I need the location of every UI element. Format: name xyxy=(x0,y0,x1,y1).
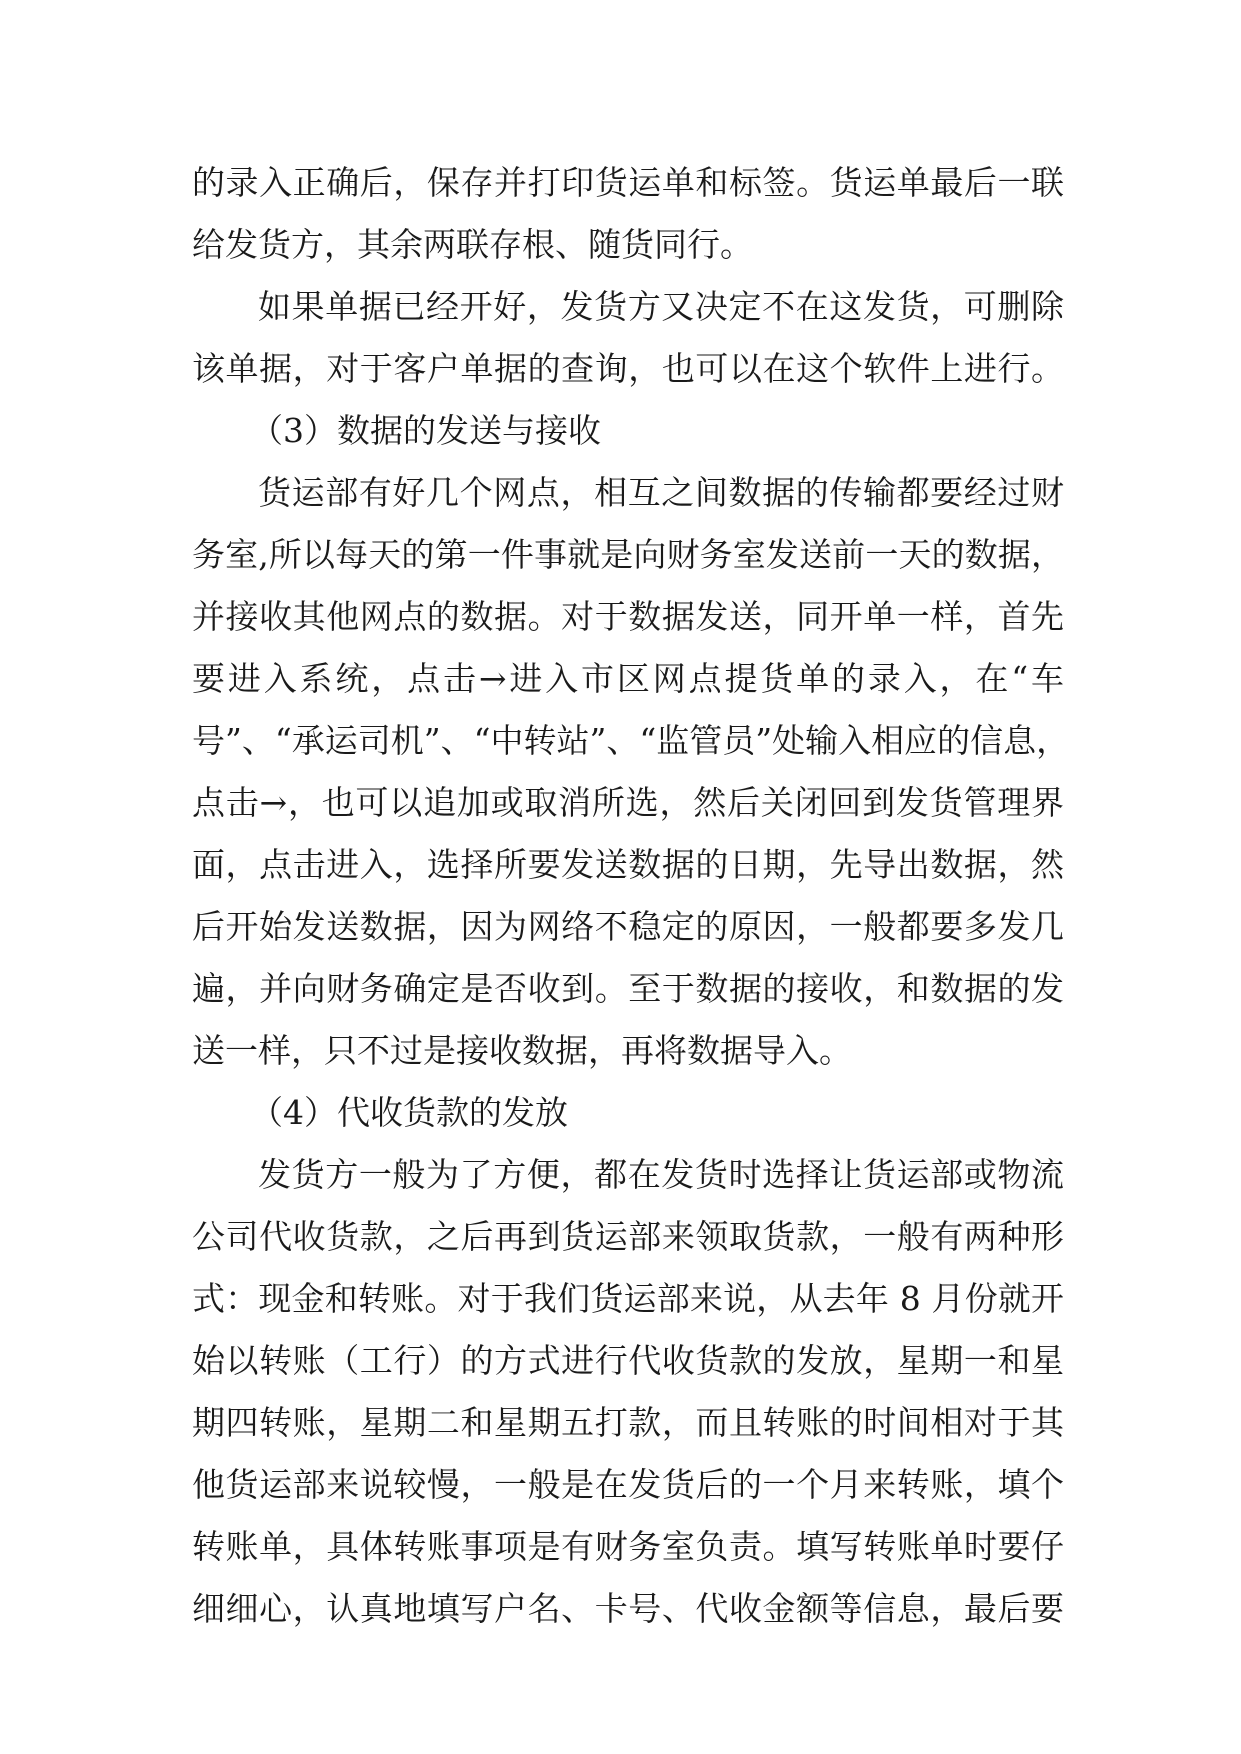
paragraph xyxy=(192,276,1064,400)
text-line: 给发货方，其余两联存根、随货同行。 xyxy=(192,225,753,264)
text-line: 送一样，只不过是接收数据，再将数据导入。 xyxy=(192,1031,852,1070)
text-line: 发货方一般为了方便，都在发货时选择让货运部或物流 xyxy=(258,1155,1064,1194)
text-line: 点击→，也可以追加或取消所选，然后关闭回到发货管理界 xyxy=(192,783,1064,822)
text-line: 始以转账（工行）的方式进行代收货款的发放，星期一和星 xyxy=(192,1341,1064,1380)
document-body xyxy=(192,152,1070,1640)
text-line: 他货运部来说较慢，一般是在发货后的一个月来转账，填个 xyxy=(192,1465,1064,1504)
paragraph xyxy=(192,1144,1064,1640)
text-line: 期四转账，星期二和星期五打款，而且转账的时间相对于其 xyxy=(192,1403,1064,1442)
text-line: 公司代收货款，之后再到货运部来领取货款，一般有两种形 xyxy=(192,1217,1064,1256)
text-line: 后开始发送数据，因为网络不稳定的原因，一般都要多发几 xyxy=(192,907,1064,946)
text-line: 货运部有好几个网点，相互之间数据的传输都要经过财 xyxy=(258,473,1064,512)
section-heading xyxy=(192,400,1064,462)
text-line: 如果单据已经开好，发货方又决定不在这发货，可删除 xyxy=(258,287,1064,326)
heading-text: （3）数据的发送与接收 xyxy=(250,411,601,450)
paragraph xyxy=(192,152,1064,276)
text-line: 该单据，对于客户单据的查询，也可以在这个软件上进行。 xyxy=(192,349,1064,388)
heading-text: （4）代收货款的发放 xyxy=(250,1093,568,1132)
text-line: 并接收其他网点的数据。对于数据发送，同开单一样，首先 xyxy=(192,597,1064,636)
text-line: 遍，并向财务确定是否收到。至于数据的接收，和数据的发 xyxy=(192,969,1064,1008)
text-line: 务室,所以每天的第一件事就是向财务室发送前一天的数据， xyxy=(192,535,1064,574)
text-line: 要进入系统，点击→进入市区网点提货单的录入，在“车 xyxy=(192,659,1064,698)
paragraph xyxy=(192,462,1070,1082)
section-heading xyxy=(192,1082,1064,1144)
text-line: 转账单，具体转账事项是有财务室负责。填写转账单时要仔 xyxy=(192,1527,1064,1566)
text-line: 号”、“承运司机”、“中转站”、“监管员”处输入相应的信息， xyxy=(192,721,1070,760)
text-line: 式：现金和转账。对于我们货运部来说，从去年 8 月份就开 xyxy=(192,1279,1064,1318)
text-line: 的录入正确后，保存并打印货运单和标签。货运单最后一联 xyxy=(192,163,1064,202)
text-line: 面，点击进入，选择所要发送数据的日期，先导出数据，然 xyxy=(192,845,1064,884)
text-line: 细细心，认真地填写户名、卡号、代收金额等信息，最后要 xyxy=(192,1589,1064,1628)
